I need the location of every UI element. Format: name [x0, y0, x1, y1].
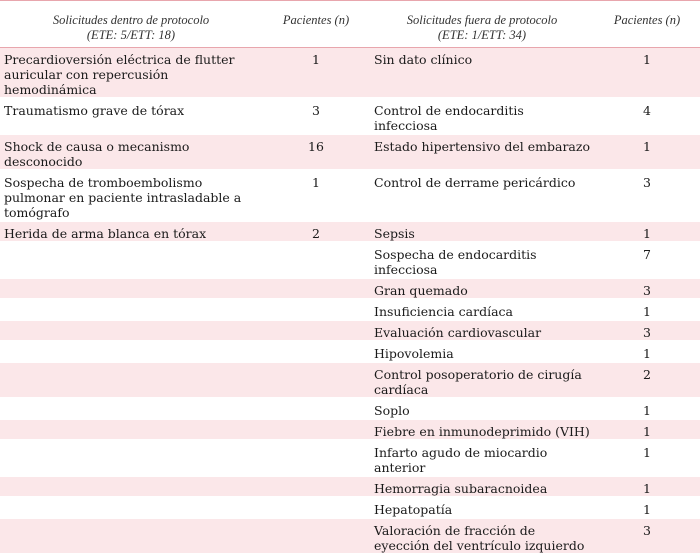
- header-out-protocol-subtitle: (ETE: 1/ETT: 34): [437, 28, 527, 42]
- table-row: [0, 497, 700, 518]
- left-label: [0, 278, 262, 299]
- header-patients-left: Pacientes (n): [282, 13, 350, 27]
- left-label: [0, 419, 262, 440]
- left-label: [0, 476, 262, 497]
- table-row: [0, 518, 700, 554]
- left-count: [262, 320, 370, 341]
- right-label: Valoración de fracción de eyección del ventrículo izquierdo: [370, 518, 594, 554]
- left-label: [0, 398, 262, 419]
- table-row: [0, 398, 700, 419]
- left-count: [262, 398, 370, 419]
- right-label: Sospecha de endocarditis infecciosa: [370, 242, 594, 278]
- left-label: [0, 320, 262, 341]
- right-label: Estado hipertensivo del embarazo: [370, 134, 594, 170]
- left-label: [0, 362, 262, 398]
- right-count: 7: [594, 242, 700, 278]
- left-label: Precardioversión eléctrica de flutter auricular con repercusión hemodinámica: [0, 48, 262, 99]
- right-count: 1: [594, 476, 700, 497]
- right-label: Hemorragia subaracnoidea: [370, 476, 594, 497]
- left-count: [262, 476, 370, 497]
- table-row: [0, 221, 700, 242]
- left-count: 3: [262, 98, 370, 134]
- left-label: Traumatismo grave de tórax: [0, 98, 262, 134]
- left-count: [262, 419, 370, 440]
- left-label: Herida de arma blanca en tórax: [0, 221, 262, 242]
- right-label: Control posoperatorio de cirugía cardíaca: [370, 362, 594, 398]
- right-label: Insuficiencia cardíaca: [370, 299, 594, 320]
- left-label: Shock de causa o mecanismo desconocido: [0, 134, 262, 170]
- table-row: [0, 362, 700, 398]
- left-count: [262, 440, 370, 476]
- right-label: Evaluación cardiovascular: [370, 320, 594, 341]
- right-count: 1: [594, 221, 700, 242]
- table-row: [0, 341, 700, 362]
- table-row: [0, 440, 700, 476]
- table-row: [0, 419, 700, 440]
- right-count: 3: [594, 518, 700, 554]
- header-in-protocol: [0, 1, 262, 48]
- right-label: Hipovolemia: [370, 341, 594, 362]
- right-label: Fiebre en inmunodeprimido (VIH): [370, 419, 594, 440]
- header-in-protocol-title: Solicitudes dentro de protocolo: [52, 13, 210, 27]
- table-row: [0, 299, 700, 320]
- right-label: Sepsis: [370, 221, 594, 242]
- left-label: [0, 440, 262, 476]
- table-row: [0, 48, 700, 99]
- left-label: [0, 341, 262, 362]
- header-patients-right: Pacientes (n): [613, 13, 681, 27]
- left-label: [0, 299, 262, 320]
- table-header: [0, 1, 700, 48]
- right-label: Gran quemado: [370, 278, 594, 299]
- left-count: 16: [262, 134, 370, 170]
- left-count: [262, 299, 370, 320]
- right-count: 1: [594, 134, 700, 170]
- right-label: Control de derrame pericárdico: [370, 170, 594, 221]
- header-out-protocol: [370, 1, 594, 48]
- table-row: [0, 134, 700, 170]
- right-count: 2: [594, 362, 700, 398]
- left-label: [0, 497, 262, 518]
- right-count: 1: [594, 48, 700, 99]
- header-in-protocol-subtitle: (ETE: 5/ETT: 18): [86, 28, 176, 42]
- right-count: 3: [594, 320, 700, 341]
- right-count: 1: [594, 299, 700, 320]
- right-count: 3: [594, 278, 700, 299]
- left-count: [262, 278, 370, 299]
- left-label: [0, 242, 262, 278]
- right-label: Infarto agudo de miocardio anterior: [370, 440, 594, 476]
- left-label: Sospecha de tromboembolismo pulmonar en paciente intrasladable a tomógrafo: [0, 170, 262, 221]
- table-row: [0, 242, 700, 278]
- left-count: [262, 497, 370, 518]
- left-count: [262, 341, 370, 362]
- table-row: [0, 98, 700, 134]
- right-count: 3: [594, 170, 700, 221]
- right-count: 1: [594, 341, 700, 362]
- table-row: [0, 476, 700, 497]
- table-row: [0, 278, 700, 299]
- right-label: Hepatopatía: [370, 497, 594, 518]
- right-label: Control de endocarditis infecciosa: [370, 98, 594, 134]
- left-label: [0, 518, 262, 554]
- right-label: Soplo: [370, 398, 594, 419]
- left-count: [262, 242, 370, 278]
- table-row: [0, 320, 700, 341]
- left-count: 1: [262, 48, 370, 99]
- right-count: 4: [594, 98, 700, 134]
- table-row: [0, 170, 700, 221]
- right-label: Sin dato clínico: [370, 48, 594, 99]
- right-count: 1: [594, 398, 700, 419]
- header-out-protocol-title: Solicitudes fuera de protocolo: [406, 13, 558, 27]
- left-count: [262, 518, 370, 554]
- left-count: 2: [262, 221, 370, 242]
- right-count: 1: [594, 497, 700, 518]
- left-count: [262, 362, 370, 398]
- right-count: 1: [594, 419, 700, 440]
- right-count: 1: [594, 440, 700, 476]
- left-count: 1: [262, 170, 370, 221]
